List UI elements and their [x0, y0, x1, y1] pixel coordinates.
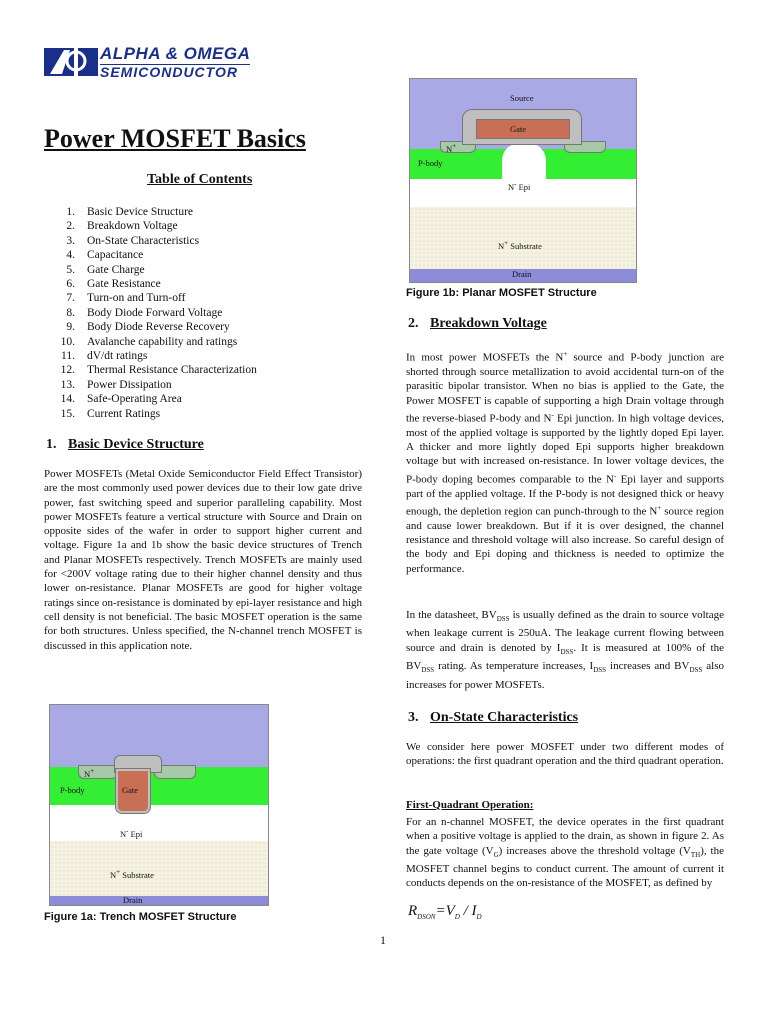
toc-title: Table of Contents — [147, 172, 253, 187]
toc-item[interactable]: 14. Safe-Operating Area — [60, 393, 182, 406]
toc-item[interactable]: 7. Turn-on and Turn-off — [66, 292, 186, 305]
label-substrate: N+ Substrate — [498, 239, 542, 251]
label-substrate: N+ Substrate — [110, 868, 154, 880]
label-source: Source — [510, 93, 534, 103]
label-pbody: P-body — [60, 785, 85, 795]
drain-region — [50, 896, 268, 905]
toc-item[interactable]: 10. Avalanche capability and ratings — [60, 335, 238, 348]
toc-item[interactable]: 4. Capacitance — [66, 249, 144, 262]
toc-item[interactable]: 3. On-State Characteristics — [66, 234, 200, 247]
toc-item[interactable]: 5. Gate Charge — [66, 263, 145, 276]
section-2-paragraph-2: In the datasheet, $BV_{DSS}$ is usually defined as the drain to source voltage when leakage current is 250uA. The leakage current flowing between source and drain is denoted by $I_{DSS}$. It is measured at 100% of the $BV_{DSS}$ rating. As temperature increases, $I_{DSS}$ increases and $BV_{DSS}$ also increases for power MOSFETs. — [406, 609, 724, 691]
section-2-paragraph-1: In most power MOSFETs the N+ source and P-body junction are shorted through source metallization to avoid accidental turn-on of the parasitic bipolar transistor. When no bias is applied to the Gate, the Power MOSFET is capable of supporting a high Drain voltage through the reverse-biased P-body and N- Epi junction. In high voltage devices, most of the applied voltage is supported by the lightly doped Epi layer. A thicker and more lightly doped Epi supports higher breakdown voltage but with increased on-resistance. In lower voltage devices, the P-body doping becomes comparable to the N- Epi layer and supports part of the applied voltage. If the P-body is not designed thick or heavy enough, the depletion region can punch-through to the N+ source region and cause lower breakdown. But if it is over designed, the channel resistance and threshold voltage will also increase. So careful design of the body and Epi doping and thickness is needed to optimize the performance. — [406, 350, 725, 575]
label-nepi: N- Epi — [508, 180, 531, 192]
figure-1b-planar-mosfet — [409, 78, 637, 283]
toc-item[interactable]: 8. Body Diode Forward Voltage — [66, 306, 223, 319]
page-title: Power MOSFET Basics — [44, 124, 306, 153]
toc-list — [44, 205, 344, 421]
figure-1b-caption: Figure 1b: Planar MOSFET Structure — [406, 287, 597, 299]
substrate-region — [50, 841, 268, 896]
label-pbody: P-body — [418, 158, 443, 168]
figure-1a-caption: Figure 1a: Trench MOSFET Structure — [44, 911, 237, 923]
logo-line1: ALPHA & OMEGA — [100, 44, 251, 63]
toc-item[interactable]: 9. Body Diode Reverse Recovery — [66, 321, 230, 334]
label-gate: Gate — [122, 785, 139, 795]
logo-line2: SEMICONDUCTOR — [100, 64, 238, 80]
toc-item[interactable]: 2. Breakdown Voltage — [66, 220, 178, 233]
section-3-paragraph-2: For an n-channel MOSFET, the device operates in the first quadrant when a positive voltage is applied to the drain, as shown in figure 2. As the gate voltage $(V_G)$ increases above the threshold voltage $(V_{TH})$, the MOSFET channel begins to conduct current. The amount of current it conducts depends on the on-resistance of the MOSFET, as defined by — [406, 816, 724, 890]
nepi-region — [50, 805, 268, 841]
rdson-formula: $R_{DSON}=V_D / I_D$ — [408, 903, 482, 921]
toc-item[interactable]: 13. Power Dissipation — [60, 378, 172, 391]
label-nepi: N- Epi — [120, 827, 143, 839]
first-quadrant-subheading: First-Quadrant Operation: — [406, 799, 534, 811]
label-gate: Gate — [510, 124, 527, 134]
alpha-omega-logo-icon — [44, 44, 98, 80]
page-number: 1 — [380, 933, 386, 947]
section-heading-2: 2. Breakdown Voltage — [408, 316, 547, 331]
figure-1a-trench-mosfet — [49, 704, 269, 906]
label-drain: Drain — [512, 269, 532, 279]
label-nplus: N+ — [446, 142, 457, 154]
label-nplus: N+ — [84, 767, 95, 779]
label-drain: Drain — [123, 895, 143, 905]
section-3-paragraph-1: We consider here power MOSFET under two different modes of operations: the first quadrant operation and the third quadrant operation. — [406, 741, 724, 768]
section-heading-1: 1. Basic Device Structure — [46, 437, 204, 452]
company-logo — [44, 44, 254, 80]
substrate-region — [410, 207, 636, 269]
toc-item[interactable]: 12. Thermal Resistance Characterization — [60, 364, 257, 377]
section-1-paragraph: Power MOSFETs (Metal Oxide Semiconductor Field Effect Transistor) are the most commonly used power devices due to their low gate drive power, fast switching speed and superior paralleling capability. Most power MOSFETs feature a vertical structure with Source and Drain on opposite sides of the wafer in order to support higher current and voltage. Figure 1a and 1b show the basic device structures of Trench and Planar MOSFETs respectively. Trench MOSFETs are mainly used for <200V voltage rating due to their higher channel density and thus lower on-resistance. Planar MOSFETs are good for higher voltage ratings since on-resistance is dominated by epi-layer resistance and high cell density is not beneficial. The basic MOSFET operation is the same for both structures. Unless specified, the N-channel trench MOSFET is discussed in this application note. — [44, 468, 362, 652]
toc-item[interactable]: 6. Gate Resistance — [66, 278, 161, 291]
toc-item[interactable]: 1. Basic Device Structure — [66, 206, 194, 218]
toc-item[interactable]: 11. dV/dt ratings — [61, 350, 148, 363]
section-heading-3: 3. On-State Characteristics — [408, 710, 579, 725]
toc-item[interactable]: 15. Current Ratings — [60, 407, 161, 420]
